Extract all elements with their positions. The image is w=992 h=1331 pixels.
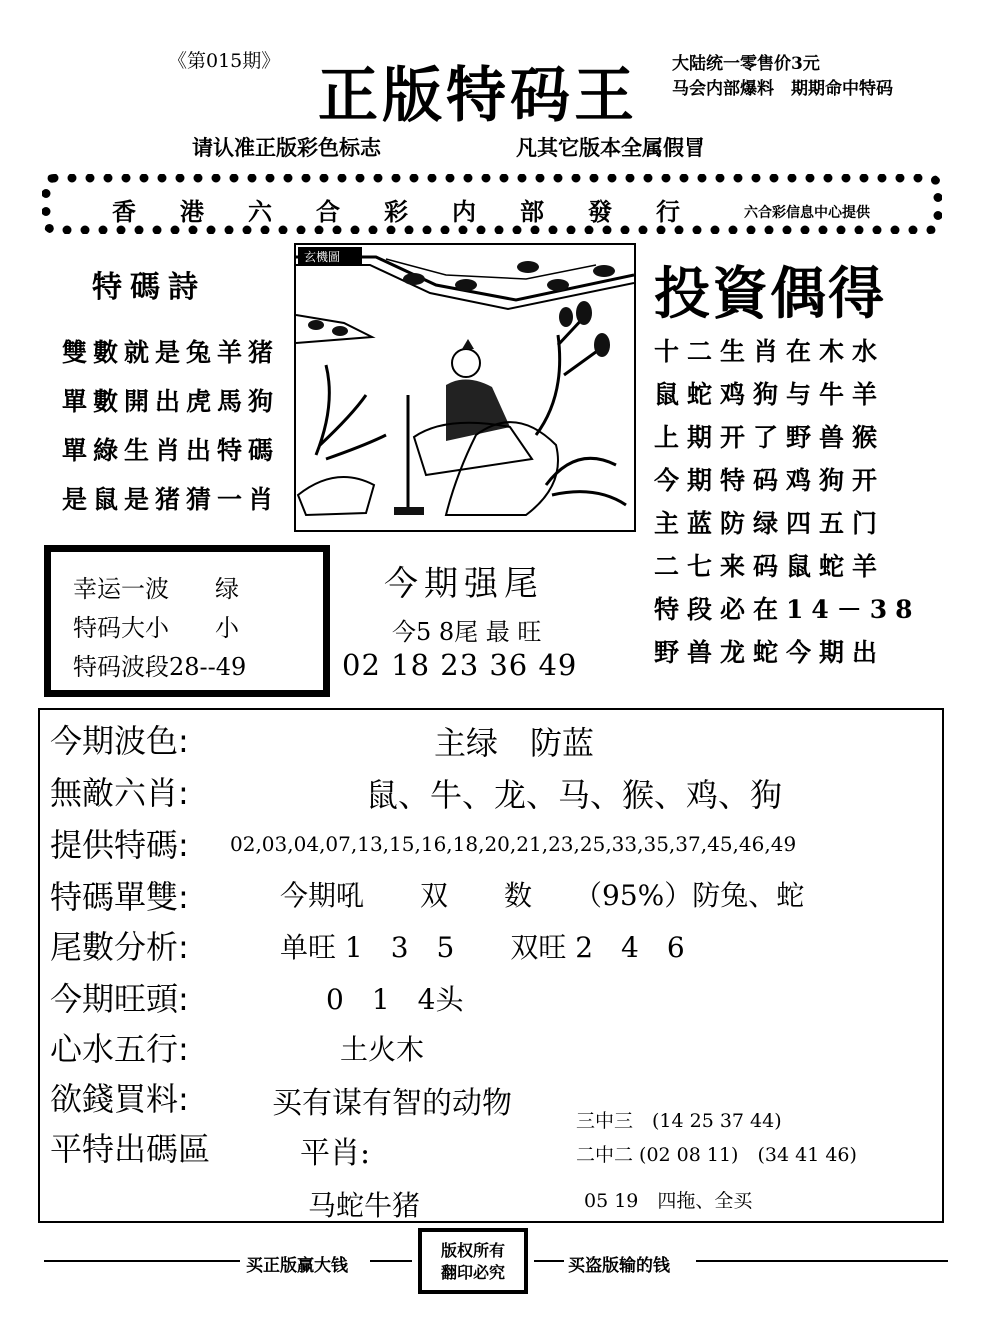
invest-line: 二七来码鼠蛇羊 [654, 552, 886, 581]
copyright-line: 翻印必究 [440, 1263, 505, 1282]
price-line: 大陆统一零售价3元 [672, 54, 820, 74]
invest-title: 投資偶得 [654, 261, 886, 327]
footer-divider-right [696, 1260, 948, 1262]
drag-numbers: 05 19 四拖、全买 [584, 1190, 753, 1212]
auth-notice-left: 请认准正版彩色标志 [192, 135, 381, 160]
copyright-line: 版权所有 [440, 1241, 505, 1260]
invest-line: 十二生肖在木水 [654, 337, 886, 366]
illustration-image [296, 245, 634, 530]
lucky-value: 小 [215, 614, 239, 642]
footer-divider-left [44, 1260, 240, 1262]
strong-tail-title: 今期强尾 [384, 564, 544, 604]
value-wave-color: 主绿 防蓝 [434, 724, 595, 762]
footer-right-text: 买盗版输的钱 [568, 1256, 670, 1276]
label-special-codes: 提供特碼: [50, 826, 189, 864]
lucky-row [73, 648, 323, 687]
lucky-value: 绿 [215, 575, 239, 603]
poem-lines [62, 328, 279, 524]
label-tail-analysis: 尾數分析: [50, 928, 189, 966]
seal-text: 玄機圖 [304, 250, 341, 264]
invest-line: 鼠蛇鸡狗与牛羊 [654, 380, 886, 409]
mystery-picture [294, 243, 636, 532]
issuer-text: 香港六合彩内部發行 [112, 197, 724, 226]
value-hot-head: 0 1 4头 [326, 983, 464, 1016]
invest-lines [654, 330, 921, 674]
label-flat-zone: 平特出碼區 [50, 1130, 211, 1168]
lucky-row [73, 609, 323, 648]
lucky-label: 特码大小 [73, 614, 169, 642]
flat-zodiac-animals: 马蛇牛猪 [308, 1189, 421, 1222]
three-in-three: 三中三 (14 25 37 44) [576, 1110, 782, 1132]
footer-left-text: 买正版赢大钱 [246, 1256, 348, 1276]
label-wave-color: 今期波色: [50, 722, 189, 760]
value-special-codes: 02,03,04,07,13,15,16,18,20,21,23,25,33,35,37,45,46,49 [230, 832, 797, 856]
page-title: 正版特码王 [318, 61, 638, 131]
value-tail-analysis: 单旺 1 3 5 双旺 2 4 6 [280, 931, 685, 964]
lucky-label: 幸运一波 [73, 575, 169, 603]
label-five-elements: 心水五行: [50, 1030, 189, 1068]
price-info [672, 52, 893, 102]
label-buy-material: 欲錢買料: [50, 1080, 189, 1118]
strong-tail-numbers: 02 18 23 36 49 [342, 648, 578, 682]
poem-title: 特碼詩 [92, 270, 206, 305]
footer-divider-mid-right [534, 1260, 564, 1262]
auth-notice-right: 凡其它版本全属假冒 [516, 135, 705, 160]
lucky-value: 28--49 [169, 653, 247, 681]
invest-line: 野兽龙蛇今期出 [654, 638, 886, 667]
label-odd-even: 特碼單雙: [50, 878, 189, 916]
invest-line: 主蓝防绿四五门 [654, 509, 886, 538]
value-buy-material: 买有谋有智的动物 [272, 1086, 512, 1121]
poem-line: 雙數就是兔羊猪 [62, 338, 280, 367]
poem-line: 是鼠是猪猜一肖 [62, 485, 280, 514]
lucky-box [44, 545, 330, 697]
provider-text: 六合彩信息中心提供 [744, 205, 870, 221]
footer-divider-mid-left [370, 1260, 412, 1262]
issue-number: 《第015期》 [168, 50, 281, 72]
lucky-label: 特码波段 [73, 653, 169, 681]
poem-line: 單綠生肖出特碼 [62, 436, 280, 465]
invest-line: 上期开了野兽猴 [654, 423, 886, 452]
label-hot-head: 今期旺頭: [50, 980, 189, 1018]
lucky-row [73, 570, 323, 609]
value-odd-even: 今期吼 双 数 （95%）防兔、蛇 [280, 879, 805, 912]
poem-line: 單數開出虎馬狗 [62, 387, 280, 416]
value-six-zodiac: 鼠、牛、龙、马、猴、鸡、狗 [366, 776, 783, 814]
invest-line: 特段必在14－38 [654, 595, 921, 624]
invest-line: 今期特码鸡狗开 [654, 466, 886, 495]
strong-tail-digits: 今5 8尾 最 旺 [392, 618, 542, 646]
value-flat-zodiac: 平肖: [300, 1136, 371, 1171]
label-six-zodiac: 無敵六肖: [50, 774, 189, 812]
copyright-box [418, 1228, 528, 1294]
slogan-line: 马会内部爆料 期期命中特码 [672, 79, 893, 99]
two-in-two: 二中二 (02 08 11) (34 41 46) [576, 1144, 857, 1166]
value-five-elements: 土火木 [340, 1033, 425, 1066]
